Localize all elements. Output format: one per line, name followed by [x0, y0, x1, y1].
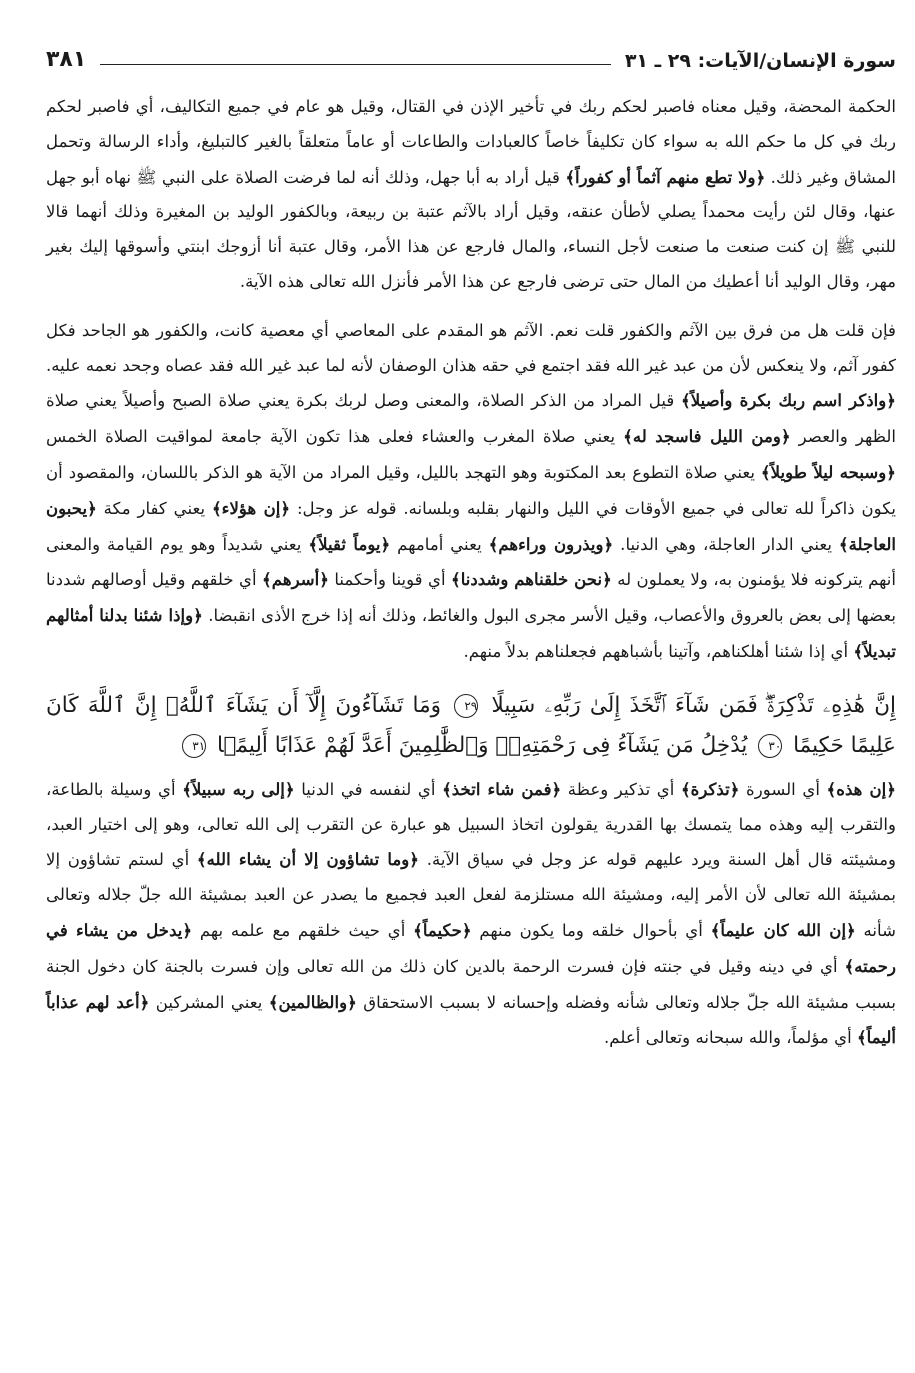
surah-running-title: سورة الإنسان/الآيات: ٢٩ ـ ٣١: [624, 50, 896, 72]
quoted-verse: ﴿وما تشاؤون إلا أن يشاء الله﴾: [196, 849, 420, 870]
paragraph-1: [46, 90, 896, 300]
quoted-verse: ﴿أعد لهم عذاباً أليماً﴾: [46, 991, 896, 1048]
text-run: الحكمة المحضة، وقيل معناه فاصبر لحكم ربك في تأخير الإذن في القتال، وقيل هو عام في جميع التكاليف، أي فاصبر لحكم ربك في كل ما حكم الله به سواء كان تكليفاً خاصاً كالعبادات والطاعات أو عاماً متعلقاً بالغير كالتبليغ، وأداء الرسالة وتحمل المشاق وغير ذلك.: [46, 97, 896, 187]
text-run: قيل أراد به أبا جهل، وذلك أنه لما فرضت الصلاة على النبي ﷺ نهاه أبو جهل عنها، وقال لئن رأيت محمداً يصلي لأطأن عنقه، وقيل أراد بالآثم عتبة بن ربيعة، وبالكفور الوليد بن المغيرة وذلك أنهما قالا للنبي ﷺ إن كنت صنعت ما صنعت لأجل النساء، والمال فارجع عن هذا الأمر، وقال عتبة أنا أزوجك ابنتي وأسوقها إليك بغير مهر، وقال الوليد أنا أعطيك من المال حتى ترضى فارجع عن هذا الأمر فأنزل الله تعالى هذه الآية.: [46, 167, 896, 291]
quoted-verse: ﴿ويذرون وراءهم﴾: [488, 533, 614, 554]
quoted-verse: ﴿إن الله كان عليماً﴾: [710, 919, 856, 940]
page-number: ٣٨١: [46, 47, 87, 72]
quoted-verse: ﴿نحن خلقناهم وشددنا﴾: [450, 569, 612, 590]
header-rule: [100, 64, 611, 65]
text-run: أي تذكير وعظة: [561, 779, 681, 799]
text-run: أي السورة: [739, 779, 827, 799]
text-run: أي في دينه وقيل في جنته فإن فسرت الرحمة بالدين كان ذلك من الله تعالى وإن فسرت بالجنة كان دخول الجنة بسبب مشيئة الله جلّ جلاله وتعالى شأنه وفضله وإحسانه لا بسبب الاستحقاق: [46, 956, 897, 1012]
quoted-verse: ﴿وإذا شئنا بدلنا أمثالهم تبديلاً﴾: [46, 605, 896, 661]
text-run: يعني صلاة المغرب والعشاء فعلى هذا تكون الآية جامعة لمواقيت الصلاة الخمس: [46, 427, 624, 447]
text-run: يعني شديداً وهو يوم القيامة والمعنى أنهم يتركونه فلا يؤمنون به، ولا يعملون له: [46, 534, 896, 590]
verse-number-29: ٢٩: [454, 694, 478, 718]
text-run: فإن قلت هل من فرق بين الآثم والكفور قلت نعم. الآثم هو المقدم على المعاصي أي معصية كانت، والكفور هو الجاحد فكل كفور آثم، ولا ينعكس لأن من عبد غير الله فقد اجتمع في حقه هذان الوصفان لأنه لما عبد غير الله فقد عصاه وجحد نعمه عليه.: [46, 320, 896, 375]
text-run: يعني الدار العاجلة، وهي الدنيا.: [613, 534, 839, 554]
verse-part-2: وَمَا تَشَآءُونَ إِلَّآ أَن يَشَآءَ ٱللَّهُۚ إِنَّ ٱللَّهَ كَانَ عَلِيمًا حَكِيمًا: [46, 692, 896, 758]
quoted-verse: ﴿أسرهم﴾: [262, 569, 329, 590]
text-run: أي حيث خلقهم مع علمه بهم: [192, 920, 414, 940]
quoted-verse: ﴿إن هذه﴾: [826, 778, 897, 799]
text-run: قيل المراد من الذكر الصلاة، والمعنى وصل لربك بكرة يعني صلاة الصبح وأصيلاً يعني صلاة الظهر والعصر: [46, 391, 896, 447]
book-page: [46, 38, 896, 1056]
quoted-verse: ﴿إن هؤلاء﴾: [211, 497, 291, 518]
text-run: أي خلقهم وقيل أوصالهم شددنا بعضها إلى بعض بالعروق والأعصاب، وقيل الأسر مجرى البول والغائط، وذلك أنه إذا خرج الأذى انقبضا.: [46, 570, 896, 626]
quoted-verse: ﴿ولا تطع منهم آثماً أو كفوراً﴾: [565, 166, 766, 187]
text-run: أي بأحوال خلقه وما يكون منهم: [471, 920, 711, 940]
quoted-verse: ﴿يدخل من يشاء في رحمته﴾: [46, 919, 896, 976]
verse-part-3: يُدْخِلُ مَن يَشَآءُ فِى رَحْمَتِهِۦۚ وَٱلظَّٰلِمِينَ أَعَدَّ لَهُمْ عَذَابًا أَلِيمًۢا: [216, 732, 748, 758]
quoted-verse: ﴿إلى ربه سبيلاً﴾: [182, 778, 295, 799]
verse-number-30: ٣٠: [758, 734, 782, 758]
tafsir-paragraph: [46, 772, 896, 1056]
text-run: يعني كفار مكة: [96, 498, 212, 518]
quoted-verse: ﴿فمن شاء اتخذ﴾: [442, 778, 562, 799]
text-run: أي قوينا وأحكمنا: [328, 570, 451, 590]
quoted-verse: ﴿حكيماً﴾: [413, 919, 472, 940]
text-run: أي مؤلماً، والله سبحانه وتعالى أعلم.: [604, 1028, 857, 1048]
text-run: أي وسيلة بالطاعة، والتقرب إليه وهذه مما يتمسك بها القدرية يقولون اتخاذ السبيل هو عبارة عن التقرب إلى الله تعالى، وهو إلى اختيار العبد، ومشيئته قال أهل السنة ويرد عليهم قوله عز وجل في سياق الآية.: [46, 779, 897, 870]
quoted-verse: ﴿ومن الليل فاسجد له﴾: [623, 426, 791, 447]
quoted-verse: ﴿واذكر اسم ربك بكرة وأصيلاً﴾: [681, 390, 896, 411]
text-run: يعني أمامهم: [390, 534, 489, 554]
text-run: يعني صلاة التطوع بعد المكتوبة وهو التهجد بالليل، وقيل المراد من الآية هو الذكر باللسان، والمقصود أن يكون ذاكراً لله تعالى في جميع الأوقات في الليل والنهار بقلبه وبلسانه. قوله عز وجل:: [46, 462, 897, 518]
quoted-verse: ﴿والظالمين﴾: [268, 991, 357, 1012]
text-run: أي لنفسه في الدنيا: [294, 779, 443, 799]
quoted-verse: ﴿وسبحه ليلاً طويلاً﴾: [760, 461, 896, 482]
paragraph-2: [46, 314, 896, 670]
text-run: يعني المشركين: [149, 992, 269, 1012]
quoted-verse: ﴿يحبون العاجلة﴾: [46, 497, 896, 554]
quoted-verse: ﴿تذكرة﴾: [680, 778, 740, 799]
text-run: أي إذا شئنا أهلكناهم، وآتينا بأشباههم فجعلناهم بدلاً منهم.: [463, 641, 854, 661]
page-header: [46, 38, 896, 72]
verse-part-1: إِنَّ هَٰذِهِۦ تَذْكِرَةٌۖ فَمَن شَآءَ ٱتَّخَذَ إِلَىٰ رَبِّهِۦ سَبِيلًا: [491, 692, 896, 718]
quran-verse: [46, 686, 896, 766]
verse-number-31: ٣١: [182, 734, 206, 758]
text-run: أي لستم تشاؤون إلا بمشيئة الله تعالى لأن الأمر إليه، ومشيئة الله مستلزمة لفعل العبد فجميع ما يصدر عن العبد بمشيئة الله جلّ جلاله وتعالى شأنه: [46, 850, 896, 940]
quoted-verse: ﴿يوماً ثقيلاً﴾: [308, 533, 391, 554]
